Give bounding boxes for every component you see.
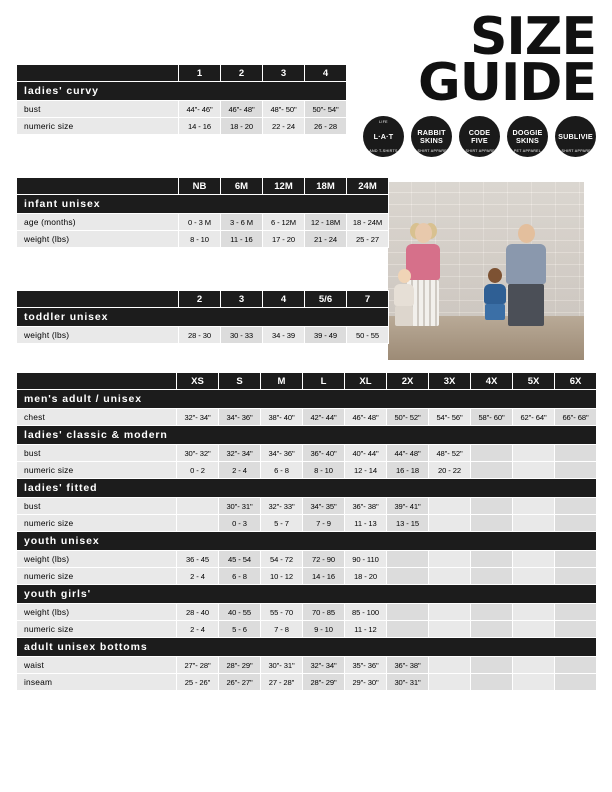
cell-xs-weight-lbs: 36 - 45: [177, 551, 219, 568]
cell-xl-numeric-size: 11 - 13: [345, 515, 387, 532]
cell-xs-numeric-size: 2 - 4: [177, 568, 219, 585]
table-row: [17, 604, 597, 621]
cell-age-nb: 0 - 3 M: [179, 214, 221, 231]
toddler-col-5-6: 5/6: [305, 291, 347, 308]
cell-weight-24m: 25 - 27: [347, 231, 389, 248]
toddler-col-2: 2: [179, 291, 221, 308]
cell-6x-numeric-size: [555, 568, 597, 585]
brand-logo-lat-sub: AND T-SHIRTS: [369, 149, 398, 153]
table-row-header: [17, 65, 347, 82]
row-label-numeric-size: numeric size: [17, 515, 177, 532]
section-men-s-adult-unisex: men's adult / unisex: [17, 390, 597, 409]
cell-xs-bust: [177, 498, 219, 515]
infant-col-24m: 24M: [347, 178, 389, 195]
cell-6x-chest: 66"- 68": [555, 409, 597, 426]
toddler-col-4: 4: [263, 291, 305, 308]
row-label-weight-lbs: weight (lbs): [17, 231, 179, 248]
row-label-age-months: age (months): [17, 214, 179, 231]
table-infant-unisex: [16, 177, 389, 248]
infant-col-12m: 12M: [263, 178, 305, 195]
cell-xl-waist: 35"- 36": [345, 657, 387, 674]
cell-3x-numeric-size: [429, 515, 471, 532]
cell-s-chest: 34"- 36": [219, 409, 261, 426]
table-row-header: [17, 291, 389, 308]
curvy-col-4: 4: [305, 65, 347, 82]
main-col-6x: 6X: [555, 373, 597, 390]
table-row: [17, 551, 597, 568]
table-row: [17, 568, 597, 585]
cell-2x-chest: 50"- 52": [387, 409, 429, 426]
cell-m-bust: 34"- 36": [261, 445, 303, 462]
cell-6x-bust: [555, 445, 597, 462]
cell-weight-6m: 11 - 16: [221, 231, 263, 248]
infant-col-18m: 18M: [305, 178, 347, 195]
cell-xl-weight-lbs: 90 - 110: [345, 551, 387, 568]
brand-logo-code-five-sub: T-SHIRT APPAREL: [461, 149, 498, 153]
cell-6x-numeric-size: [555, 462, 597, 479]
cell-2x-weight-lbs: [387, 604, 429, 621]
curvy-header-blank: [17, 65, 179, 82]
cell-4x-numeric-size: [471, 621, 513, 638]
brand-logo-row: [346, 116, 596, 157]
brand-logo-lat-name: L·A·T: [373, 131, 394, 141]
cell-l-chest: 42"- 44": [303, 409, 345, 426]
cell-l-weight-lbs: 70 - 85: [303, 604, 345, 621]
cell-m-inseam: 27 - 28": [261, 674, 303, 691]
cell-5x-weight-lbs: [513, 551, 555, 568]
row-label-bust: bust: [17, 445, 177, 462]
cell-3x-waist: [429, 657, 471, 674]
cell-numeric-2: 18 - 20: [221, 118, 263, 135]
section-ladies-classic-modern: ladies' classic & modern: [17, 426, 597, 445]
cell-3x-chest: 54"- 56": [429, 409, 471, 426]
infant-header-blank: [17, 178, 179, 195]
photo-figure-toddler-legs: [395, 306, 413, 326]
table-section-row: [17, 82, 347, 101]
cell-3x-inseam: [429, 674, 471, 691]
curvy-col-3: 3: [263, 65, 305, 82]
cell-6x-weight-lbs: [555, 551, 597, 568]
cell-2x-inseam: 30"- 31": [387, 674, 429, 691]
table-row: [17, 214, 389, 231]
brand-logo-doggie-skins: [507, 116, 548, 157]
table-row: [17, 674, 597, 691]
cell-6x-inseam: [555, 674, 597, 691]
cell-6x-weight-lbs: [555, 604, 597, 621]
page-title-line-2: GUIDE: [418, 53, 596, 113]
cell-4x-bust: [471, 445, 513, 462]
cell-s-waist: 28"- 29": [219, 657, 261, 674]
cell-xl-bust: 36"- 38": [345, 498, 387, 515]
section-adult-unisex-bottoms: adult unisex bottoms: [17, 638, 597, 657]
cell-bust-2: 46"- 48": [221, 101, 263, 118]
section-infant-unisex: infant unisex: [17, 195, 389, 214]
cell-s-numeric-size: 6 - 8: [219, 568, 261, 585]
cell-age-6m: 3 - 6 M: [221, 214, 263, 231]
curvy-col-1: 1: [179, 65, 221, 82]
brand-logo-sublivie-name: SUBLIVIE: [558, 131, 593, 141]
cell-age-18m: 12 - 18M: [305, 214, 347, 231]
cell-numeric-3: 22 - 24: [263, 118, 305, 135]
row-label-numeric-size: numeric size: [17, 621, 177, 638]
table-row: [17, 327, 389, 344]
cell-3x-weight-lbs: [429, 604, 471, 621]
cell-2x-waist: 36"- 38": [387, 657, 429, 674]
table-section-row: [17, 195, 389, 214]
photo-figure-man-pants: [508, 284, 544, 326]
table-row-header: [17, 178, 389, 195]
infant-col-6m: 6M: [221, 178, 263, 195]
row-label-numeric-size: numeric size: [17, 568, 177, 585]
cell-4x-bust: [471, 498, 513, 515]
cell-2x-bust: 39"- 41": [387, 498, 429, 515]
cell-5x-numeric-size: [513, 568, 555, 585]
row-label-waist: waist: [17, 657, 177, 674]
row-label-inseam: inseam: [17, 674, 177, 691]
table-row: [17, 118, 347, 135]
table-section-row: [17, 638, 597, 657]
photo-figure-baby-legs: [485, 304, 505, 320]
cell-s-numeric-size: 2 - 4: [219, 462, 261, 479]
cell-2x-weight-lbs: [387, 551, 429, 568]
table-section-row: [17, 532, 597, 551]
cell-weight-12m: 17 - 20: [263, 231, 305, 248]
brand-logo-sublivie: [555, 116, 596, 157]
section-youth-girls: youth girls': [17, 585, 597, 604]
cell-xl-numeric-size: 18 - 20: [345, 568, 387, 585]
cell-3x-numeric-size: [429, 621, 471, 638]
row-label-numeric-size: numeric size: [17, 462, 177, 479]
main-col-xs: XS: [177, 373, 219, 390]
cell-4x-numeric-size: [471, 568, 513, 585]
cell-m-chest: 38"- 40": [261, 409, 303, 426]
cell-s-weight-lbs: 45 - 54: [219, 551, 261, 568]
table-section-row: [17, 308, 389, 327]
cell-toddler-weight-4: 34 - 39: [263, 327, 305, 344]
cell-toddler-weight-2: 28 - 30: [179, 327, 221, 344]
toddler-col-3: 3: [221, 291, 263, 308]
table-row-header: [17, 373, 597, 390]
section-ladies-fitted: ladies' fitted: [17, 479, 597, 498]
cell-3x-bust: [429, 498, 471, 515]
toddler-header-blank: [17, 291, 179, 308]
cell-m-numeric-size: 7 - 8: [261, 621, 303, 638]
cell-numeric-4: 26 - 28: [305, 118, 347, 135]
cell-m-bust: 32"- 33": [261, 498, 303, 515]
cell-4x-waist: [471, 657, 513, 674]
main-col-xl: XL: [345, 373, 387, 390]
photo-figure-man: [506, 224, 546, 326]
cell-2x-numeric-size: 16 - 18: [387, 462, 429, 479]
cell-2x-bust: 44"- 48": [387, 445, 429, 462]
photo-figure-man-head: [518, 224, 535, 243]
cell-s-bust: 30"- 31": [219, 498, 261, 515]
table-row: [17, 101, 347, 118]
photo-figure-woman-head: [415, 223, 432, 243]
cell-3x-weight-lbs: [429, 551, 471, 568]
brand-logo-code-five: [459, 116, 500, 157]
cell-xl-inseam: 29"- 30": [345, 674, 387, 691]
table-section-row: [17, 426, 597, 445]
table-row: [17, 409, 597, 426]
brand-logo-code-five-name: CODE FIVE: [468, 127, 491, 145]
cell-6x-bust: [555, 498, 597, 515]
page-header: [346, 7, 596, 157]
brand-logo-rabbit-skins-name: RABBIT SKINS: [417, 127, 446, 145]
cell-m-numeric-size: 5 - 7: [261, 515, 303, 532]
cell-xl-bust: 40"- 44": [345, 445, 387, 462]
cell-3x-numeric-size: [429, 568, 471, 585]
cell-l-bust: 36"- 40": [303, 445, 345, 462]
cell-l-waist: 32"- 34": [303, 657, 345, 674]
cell-2x-numeric-size: 13 - 15: [387, 515, 429, 532]
cell-m-waist: 30"- 31": [261, 657, 303, 674]
photo-figure-man-top: [506, 244, 546, 284]
brand-logo-doggie-skins-name: DOGGIE SKINS: [512, 127, 543, 145]
cell-weight-nb: 8 - 10: [179, 231, 221, 248]
table-ladies-curvy: [16, 64, 347, 135]
row-label-chest: chest: [17, 409, 177, 426]
cell-l-numeric-size: 8 - 10: [303, 462, 345, 479]
photo-figure-baby-top: [484, 284, 506, 304]
main-col-l: L: [303, 373, 345, 390]
row-label-weight-lbs: weight (lbs): [17, 604, 177, 621]
cell-l-numeric-size: 9 - 10: [303, 621, 345, 638]
cell-6x-numeric-size: [555, 515, 597, 532]
cell-xs-chest: 32"- 34": [177, 409, 219, 426]
table-row: [17, 657, 597, 674]
cell-l-inseam: 28"- 29": [303, 674, 345, 691]
brand-logo-sublivie-sub: T-SHIRT APPAREL: [557, 149, 594, 153]
cell-s-bust: 32"- 34": [219, 445, 261, 462]
cell-bust-1: 44"- 46": [179, 101, 221, 118]
table-toddler-unisex: [16, 290, 389, 344]
row-label-weight-lbs: weight (lbs): [17, 327, 179, 344]
cell-5x-numeric-size: [513, 462, 555, 479]
cell-xs-numeric-size: 0 - 2: [177, 462, 219, 479]
table-section-row: [17, 585, 597, 604]
cell-xs-numeric-size: 2 - 4: [177, 621, 219, 638]
cell-weight-18m: 21 - 24: [305, 231, 347, 248]
cell-5x-numeric-size: [513, 621, 555, 638]
cell-3x-numeric-size: 20 - 22: [429, 462, 471, 479]
cell-5x-waist: [513, 657, 555, 674]
cell-2x-numeric-size: [387, 568, 429, 585]
cell-5x-inseam: [513, 674, 555, 691]
cell-xl-weight-lbs: 85 - 100: [345, 604, 387, 621]
cell-bust-3: 48"- 50": [263, 101, 305, 118]
cell-5x-weight-lbs: [513, 604, 555, 621]
table-main-size-chart: [16, 372, 597, 691]
family-photo: [388, 182, 584, 360]
cell-4x-numeric-size: [471, 515, 513, 532]
cell-xs-weight-lbs: 28 - 40: [177, 604, 219, 621]
main-col-2x: 2X: [387, 373, 429, 390]
section-toddler-unisex: toddler unisex: [17, 308, 389, 327]
cell-l-weight-lbs: 72 - 90: [303, 551, 345, 568]
photo-figure-baby: [484, 268, 506, 320]
infant-col-nb: NB: [179, 178, 221, 195]
main-col-5x: 5X: [513, 373, 555, 390]
cell-age-24m: 18 - 24M: [347, 214, 389, 231]
cell-xl-numeric-size: 12 - 14: [345, 462, 387, 479]
photo-figure-toddler: [394, 269, 414, 326]
cell-2x-numeric-size: [387, 621, 429, 638]
cell-4x-weight-lbs: [471, 604, 513, 621]
toddler-col-7: 7: [347, 291, 389, 308]
brand-logo-lat-top: LIFE: [379, 120, 388, 124]
table-section-row: [17, 479, 597, 498]
table-row: [17, 462, 597, 479]
cell-s-numeric-size: 0 - 3: [219, 515, 261, 532]
row-label-numeric-size: numeric size: [17, 118, 179, 135]
brand-logo-lat: [363, 116, 404, 157]
cell-6x-waist: [555, 657, 597, 674]
cell-5x-numeric-size: [513, 515, 555, 532]
cell-xs-inseam: 25 - 26": [177, 674, 219, 691]
cell-5x-bust: [513, 498, 555, 515]
table-row: [17, 445, 597, 462]
cell-xs-waist: 27"- 28": [177, 657, 219, 674]
cell-xl-chest: 46"- 48": [345, 409, 387, 426]
curvy-col-2: 2: [221, 65, 263, 82]
photo-figure-baby-head: [488, 268, 502, 283]
cell-xl-numeric-size: 11 - 12: [345, 621, 387, 638]
brand-logo-rabbit-skins-sub: T-SHIRT APPAREL: [413, 149, 450, 153]
row-label-bust: bust: [17, 101, 179, 118]
cell-3x-bust: 48"- 52": [429, 445, 471, 462]
cell-5x-bust: [513, 445, 555, 462]
table-row: [17, 621, 597, 638]
cell-l-numeric-size: 7 - 9: [303, 515, 345, 532]
cell-bust-4: 50"- 54": [305, 101, 347, 118]
cell-4x-numeric-size: [471, 462, 513, 479]
table-row: [17, 498, 597, 515]
cell-m-numeric-size: 6 - 8: [261, 462, 303, 479]
table-row: [17, 231, 389, 248]
photo-figure-toddler-top: [394, 284, 414, 306]
cell-s-weight-lbs: 40 - 55: [219, 604, 261, 621]
cell-4x-weight-lbs: [471, 551, 513, 568]
photo-figure-toddler-head: [398, 269, 411, 283]
main-col-4x: 4X: [471, 373, 513, 390]
cell-toddler-weight-5-6: 39 - 49: [305, 327, 347, 344]
cell-4x-inseam: [471, 674, 513, 691]
section-youth-unisex: youth unisex: [17, 532, 597, 551]
cell-toddler-weight-3: 30 - 33: [221, 327, 263, 344]
cell-toddler-weight-7: 50 - 55: [347, 327, 389, 344]
brand-logo-doggie-skins-sub: PET APPAREL: [513, 149, 542, 153]
main-col-3x: 3X: [429, 373, 471, 390]
cell-m-weight-lbs: 55 - 70: [261, 604, 303, 621]
brand-logo-rabbit-skins: [411, 116, 452, 157]
table-row: [17, 515, 597, 532]
cell-numeric-1: 14 - 16: [179, 118, 221, 135]
cell-m-numeric-size: 10 - 12: [261, 568, 303, 585]
main-col-s: S: [219, 373, 261, 390]
cell-xs-bust: 30"- 32": [177, 445, 219, 462]
cell-s-inseam: 26"- 27": [219, 674, 261, 691]
main-col-m: M: [261, 373, 303, 390]
cell-5x-chest: 62"- 64": [513, 409, 555, 426]
cell-age-12m: 6 - 12M: [263, 214, 305, 231]
section-ladies-curvy: ladies' curvy: [17, 82, 347, 101]
table-section-row: [17, 390, 597, 409]
cell-s-numeric-size: 5 - 6: [219, 621, 261, 638]
cell-l-bust: 34"- 35": [303, 498, 345, 515]
page-title-line-1: SIZE: [469, 7, 596, 67]
cell-4x-chest: 58"- 60": [471, 409, 513, 426]
cell-xs-numeric-size: [177, 515, 219, 532]
row-label-weight-lbs: weight (lbs): [17, 551, 177, 568]
main-header-blank: [17, 373, 177, 390]
cell-6x-numeric-size: [555, 621, 597, 638]
cell-l-numeric-size: 14 - 16: [303, 568, 345, 585]
row-label-bust: bust: [17, 498, 177, 515]
cell-m-weight-lbs: 54 - 72: [261, 551, 303, 568]
